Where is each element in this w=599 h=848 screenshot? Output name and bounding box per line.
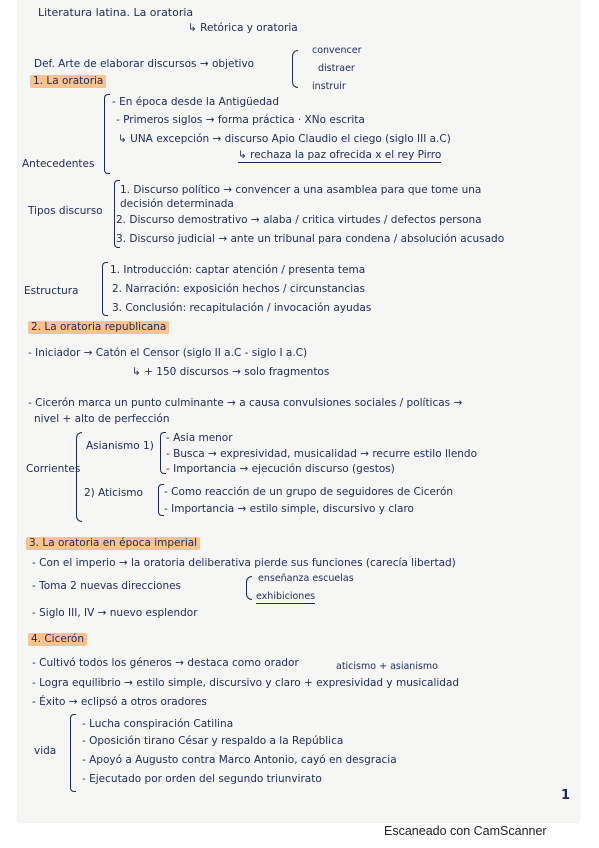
ciceron-item: - Cultivó todos los géneros → destaca como orador (32, 657, 299, 669)
corrientes-label: Corrientes (26, 463, 81, 475)
estructura-item: 2. Narración: exposición hechos / circunstancias (112, 283, 366, 295)
page-title: Literatura latina. La oratoria (38, 6, 194, 19)
vida-brace (70, 714, 76, 792)
direcciones-brace (246, 576, 252, 600)
ciceron-text: nivel + alto de perfección (34, 413, 170, 425)
direccion-item: enseñanza escuelas (258, 573, 354, 584)
iniciador-detail: ↳ + 150 discursos → solo fragmentos (132, 366, 330, 378)
estructura-brace (102, 262, 108, 316)
page-number: 1 (561, 788, 571, 803)
direccion-item: exhibiciones (256, 591, 316, 602)
aticismo-label: 2) Aticismo (84, 487, 143, 499)
estructura-label: Estructura (24, 285, 79, 297)
goal-item: convencer (312, 45, 362, 56)
asianismo-label: Asianismo 1) (86, 440, 154, 452)
corrientes-brace (76, 432, 82, 522)
asianismo-item: - Busca → expresividad, musicalidad → recurre estilo llendo (166, 448, 478, 460)
goal-item: instruir (312, 81, 346, 92)
tipos-item: 1. Discurso político → convencer a una asamblea para que tome una (120, 184, 482, 196)
estructura-item: 3. Conclusión: recapitulación / invocación ayudas (112, 302, 372, 314)
section-heading: 2. La oratoria republicana (28, 321, 169, 334)
camscanner-footer: Escaneado con CamScanner (384, 824, 547, 838)
imperio-text: - Siglo III, IV → nuevo esplendor (32, 607, 198, 619)
imperio-text: - Toma 2 nuevas direcciones (32, 580, 182, 592)
iniciador-text: - Iniciador → Catón el Censor (siglo II a.C - siglo I a.C) (28, 347, 308, 359)
tipos-item: decisión determinada (120, 198, 234, 210)
ciceron-item: - Éxito → eclipsó a otros oradores (32, 696, 207, 708)
ciceron-note: aticismo + asianismo (336, 661, 438, 672)
antecedentes-item: ↳ rechaza la paz ofrecida x el rey Pirro (238, 149, 442, 161)
vida-item: - Apoyó a Augusto contra Marco Antonio, cayó en desgracia (82, 754, 397, 766)
antecedentes-item: - En época desde la Antigüedad (112, 96, 280, 108)
definition-label: Def. Arte de elaborar discursos → objetivo (34, 58, 255, 70)
antecedentes-item: - Primeros siglos → forma práctica · XNo escrita (116, 114, 365, 126)
antecedentes-brace (104, 94, 110, 174)
page-subtitle: ↳ Retórica y oratoria (188, 22, 298, 34)
aticismo-item: - Importancia → estilo simple, discursivo y claro (164, 503, 414, 515)
goal-item: distraer (318, 63, 355, 74)
antecedentes-label: Antecedentes (22, 158, 95, 170)
tipos-item: 3. Discurso judicial → ante un tribunal para condena / absolución acusado (116, 233, 505, 245)
asianismo-item: - Asia menor (166, 432, 233, 444)
definition-brace (292, 50, 298, 88)
vida-item: - Lucha conspiración Catilina (82, 718, 234, 730)
antecedentes-item: ↳ UNA excepción → discurso Apio Claudio el ciego (siglo III a.C) (118, 133, 451, 145)
ciceron-text: - Cicerón marca un punto culminante → a causa convulsiones sociales / políticas → (28, 397, 463, 409)
imperio-text: - Con el imperio → la oratoria deliberativa pierde sus funciones (carecía libertad) (32, 557, 456, 569)
aticismo-item: - Como reacción de un grupo de seguidores de Cicerón (164, 486, 454, 498)
section-heading: 1. La oratoria (30, 75, 106, 88)
estructura-item: 1. Introducción: captar atención / presenta tema (110, 264, 366, 276)
asianismo-item: - Importancia → ejecución discurso (gestos) (166, 463, 395, 475)
tipos-item: 2. Discurso demostrativo → alaba / critica virtudes / defectos persona (116, 214, 482, 226)
vida-item: - Oposición tirano César y respaldo a la República (82, 735, 344, 747)
section-heading: 3. La oratoria en época imperial (26, 537, 200, 550)
section-heading: 4. Cicerón (28, 633, 87, 646)
vida-item: - Ejecutado por orden del segundo triunvirato (82, 773, 322, 785)
tipos-label: Tipos discurso (28, 205, 103, 217)
ciceron-item: - Logra equilibrio → estilo simple, discursivo y claro + expresividad y musicalidad (32, 677, 460, 689)
vida-label: vida (34, 745, 57, 757)
